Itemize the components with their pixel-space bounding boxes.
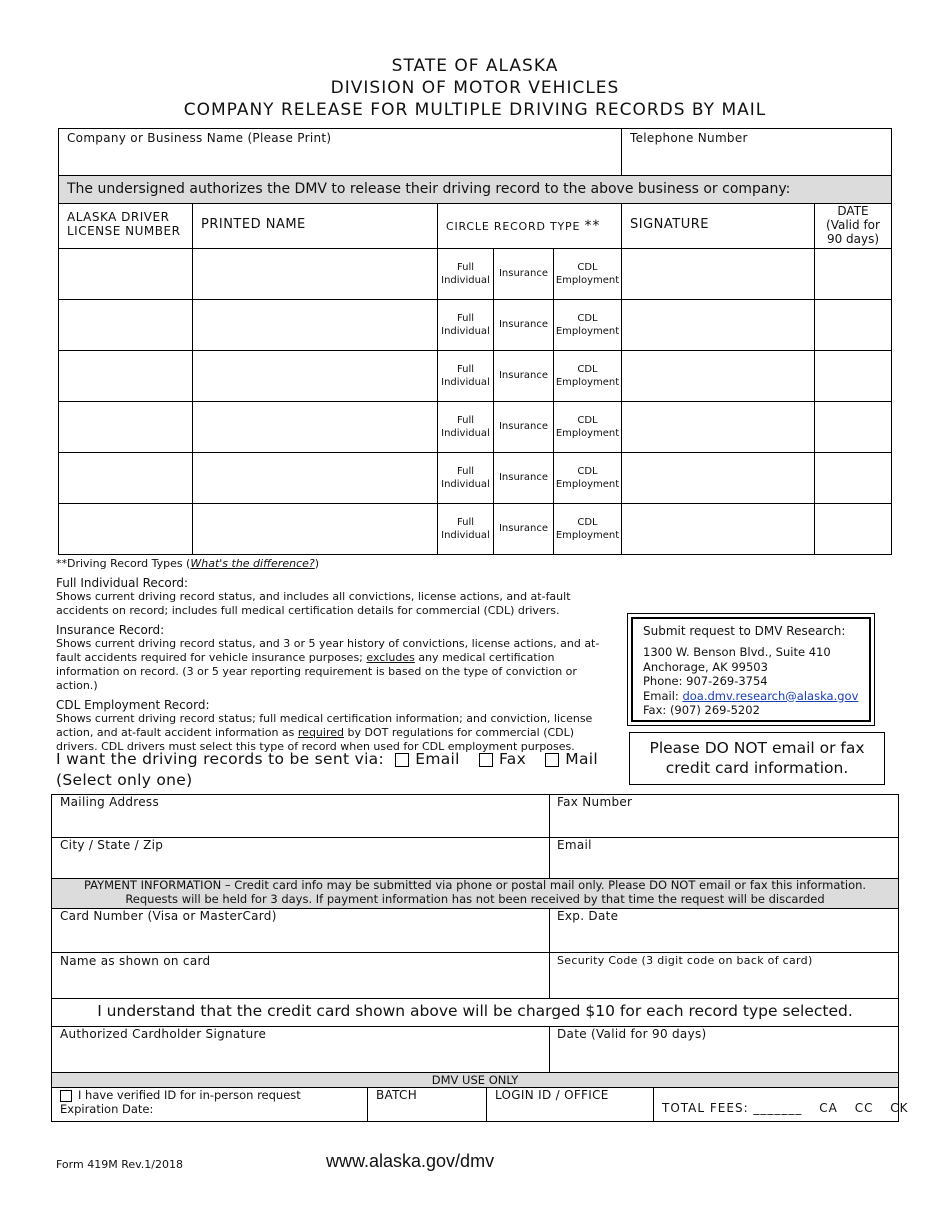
record-type-full-individual[interactable] — [438, 350, 493, 401]
method-ca: CA — [819, 1101, 838, 1115]
signature-cell[interactable] — [622, 300, 813, 349]
record-type-insurance[interactable] — [494, 503, 553, 554]
record-type-cdl-employment[interactable] — [554, 452, 621, 503]
record-type-insurance-label: Insurance — [498, 523, 549, 534]
full-record-desc: Shows current driving record status, and includes all convictions, license actions, and at-fault accidents on record; includes full medical certification details for commercial (CDL) drivers. — [56, 590, 571, 617]
fax-number-label: Fax Number — [557, 795, 633, 809]
record-type-full-individual-label: Full Individual — [441, 414, 490, 439]
verified-id-option[interactable]: I have verified ID for in-person request — [60, 1088, 301, 1102]
email-field[interactable] — [554, 855, 894, 875]
record-type-cdl-employment-label: CDL Employment — [555, 261, 620, 286]
submit-address1: 1300 W. Benson Blvd., Suite 410 — [643, 645, 831, 659]
cardholder-signature-label: Authorized Cardholder Signature — [60, 1027, 267, 1041]
mailing-address-field[interactable] — [56, 812, 546, 834]
signature-date-label: Date (Valid for 90 days) — [557, 1027, 707, 1041]
record-type-cdl-employment[interactable] — [554, 299, 621, 350]
record-type-full-individual[interactable] — [438, 503, 493, 554]
record-type-cdl-employment-label: CDL Employment — [555, 312, 620, 337]
date-cell[interactable] — [815, 249, 891, 298]
signature-date-field[interactable] — [554, 1044, 894, 1069]
record-type-insurance[interactable] — [494, 299, 553, 350]
record-type-insurance-label: Insurance — [498, 370, 549, 381]
license-number-cell[interactable] — [59, 402, 191, 451]
date-cell[interactable] — [815, 300, 891, 349]
name-on-card-field[interactable] — [56, 971, 546, 995]
dmv-verification — [60, 1088, 301, 1116]
fax-checkbox[interactable] — [479, 753, 493, 767]
printed-name-cell[interactable] — [193, 453, 436, 502]
form-id: Form 419M Rev.1/2018 — [56, 1158, 183, 1171]
authorization-banner — [59, 175, 891, 204]
record-types-heading: **Driving Record Types (What's the difference?) — [56, 557, 320, 570]
expiration-date-label: Expiration Date: — [60, 1102, 154, 1116]
method-ck: CK — [890, 1101, 909, 1115]
difference-link[interactable]: What's the difference? — [190, 557, 315, 570]
signature-cell[interactable] — [622, 402, 813, 451]
name-on-card-label: Name as shown on card — [60, 954, 211, 968]
record-type-cdl-employment-label: CDL Employment — [555, 516, 620, 541]
printed-name-cell[interactable] — [193, 351, 436, 400]
signature-cell[interactable] — [622, 351, 813, 400]
record-type-insurance[interactable] — [494, 452, 553, 503]
delivery-method — [56, 750, 598, 768]
col-record-type: CIRCLE RECORD TYPE ** — [446, 218, 601, 234]
mailing-address-label: Mailing Address — [60, 795, 160, 809]
submit-fax: Fax: (907) 269-5202 — [643, 703, 760, 717]
authorization-text: The undersigned authorizes the DMV to release their driving record to the above business or company: — [67, 181, 791, 197]
verified-id-checkbox[interactable] — [60, 1090, 72, 1102]
delivery-prompt: I want the driving records to be sent via: — [56, 750, 384, 768]
company-name-label: Company or Business Name (Please Print) — [67, 131, 332, 145]
submit-box — [627, 613, 875, 726]
page-title: COMPANY RELEASE FOR MULTIPLE DRIVING RECORDS BY MAIL — [183, 100, 767, 120]
col-license-number: ALASKA DRIVER LICENSE NUMBER — [67, 210, 181, 238]
fax-number-field[interactable] — [554, 812, 894, 834]
col-printed-name: PRINTED NAME — [201, 217, 306, 232]
submit-email: Email: doa.dmv.research@alaska.gov — [643, 688, 859, 703]
card-number-field[interactable] — [56, 926, 546, 949]
delivery-email-option[interactable]: Email — [395, 750, 460, 768]
license-number-cell[interactable] — [59, 300, 191, 349]
telephone-field[interactable] — [626, 150, 888, 172]
header-state: STATE OF ALASKA — [391, 56, 559, 76]
signature-cell[interactable] — [622, 249, 813, 298]
license-number-cell[interactable] — [59, 249, 191, 298]
batch-label: BATCH — [376, 1088, 418, 1102]
record-type-full-individual-label: Full Individual — [441, 363, 490, 388]
record-type-full-individual[interactable] — [438, 452, 493, 503]
email-label: Email — [557, 838, 592, 852]
submit-title: Submit request to DMV Research: — [643, 624, 846, 638]
record-type-full-individual-label: Full Individual — [441, 261, 490, 286]
telephone-label: Telephone Number — [630, 131, 748, 145]
total-fees — [662, 1101, 909, 1115]
submit-phone: Phone: 907-269-3754 — [643, 674, 768, 688]
license-number-cell[interactable] — [59, 453, 191, 502]
card-number-label: Card Number (Visa or MasterCard) — [60, 909, 277, 923]
card-warning-box — [629, 732, 885, 785]
method-cc: CC — [854, 1101, 874, 1115]
security-code-label: Security Code (3 digit code on back of card) — [557, 954, 813, 967]
record-type-full-individual[interactable] — [438, 299, 493, 350]
record-type-insurance[interactable] — [494, 350, 553, 401]
cardholder-signature-field[interactable] — [56, 1044, 546, 1069]
record-type-full-individual[interactable] — [438, 401, 493, 452]
license-number-cell[interactable] — [59, 351, 191, 400]
record-type-cdl-employment[interactable] — [554, 350, 621, 401]
record-type-cdl-employment-label: CDL Employment — [555, 363, 620, 388]
record-type-full-individual-label: Full Individual — [441, 465, 490, 490]
record-type-cdl-employment[interactable] — [554, 503, 621, 554]
record-type-cdl-employment[interactable] — [554, 401, 621, 452]
record-type-insurance-label: Insurance — [498, 268, 549, 279]
dmv-use-only-banner: DMV USE ONLY — [52, 1072, 898, 1088]
company-name-field[interactable] — [62, 150, 617, 172]
charge-acknowledgement: I understand that the credit card shown above will be charged $10 for each record type selected. — [97, 1002, 853, 1020]
mail-checkbox[interactable] — [545, 753, 559, 767]
city-state-zip-label: City / State / Zip — [60, 838, 164, 852]
date-cell[interactable] — [815, 453, 891, 502]
record-type-cdl-employment-label: CDL Employment — [555, 465, 620, 490]
total-fees-label: TOTAL FEES: _______ — [662, 1101, 803, 1115]
payment-info-banner: PAYMENT INFORMATION – Credit card info may be submitted via phone or postal mail only. Please DO NOT email or fax this information. Requests will be held for 3 days. If payment information has not been received by that time the request will be discarded — [52, 878, 898, 909]
record-type-full-individual-label: Full Individual — [441, 312, 490, 337]
record-type-full-individual[interactable] — [438, 248, 493, 299]
date-cell[interactable] — [815, 504, 891, 553]
date-cell[interactable] — [815, 351, 891, 400]
col-signature: SIGNATURE — [630, 217, 709, 232]
printed-name-cell[interactable] — [193, 300, 436, 349]
record-type-insurance-label: Insurance — [498, 319, 549, 330]
email-link[interactable]: doa.dmv.research@alaska.gov — [682, 688, 859, 703]
login-office-label: LOGIN ID / OFFICE — [495, 1088, 609, 1102]
printed-name-cell[interactable] — [193, 504, 436, 553]
insurance-record-title: Insurance Record: — [56, 623, 165, 637]
record-type-full-individual-label: Full Individual — [441, 516, 490, 541]
signature-cell[interactable] — [622, 504, 813, 553]
footer-url[interactable]: www.alaska.gov/dmv — [326, 1151, 495, 1171]
exp-date-label: Exp. Date — [557, 909, 619, 923]
city-state-zip-field[interactable] — [56, 855, 546, 875]
cdl-record-desc: Shows current driving record status; full medical certification information; and conviction, license action, and at-fault accident information as required by DOT regulations for commercial (CDL) drivers. CDL drivers must select this type of record when used for CDL employment purposes. — [56, 712, 593, 753]
signature-cell[interactable] — [622, 453, 813, 502]
delivery-mail-option[interactable]: Mail — [545, 750, 598, 768]
card-warning-text: Please DO NOT email or fax credit card information. — [649, 739, 865, 777]
email-checkbox[interactable] — [395, 753, 409, 767]
header-division: DIVISION OF MOTOR VEHICLES — [330, 78, 620, 98]
record-type-insurance[interactable] — [494, 248, 553, 299]
cdl-record-title: CDL Employment Record: — [56, 698, 210, 712]
printed-name-cell[interactable] — [193, 249, 436, 298]
date-cell[interactable] — [815, 402, 891, 451]
full-record-title: Full Individual Record: — [56, 576, 189, 590]
license-number-cell[interactable] — [59, 504, 191, 553]
record-types-descriptions — [56, 576, 616, 754]
insurance-record-desc: Shows current driving record status, and 3 or 5 year history of convictions, license actions, and at-fault accidents required for vehicle insurance purposes; excludes any medical certification information on record. (3 or 5 year reporting requirement is based on the type of conviction or action.) — [56, 637, 600, 692]
record-type-insurance-label: Insurance — [498, 472, 549, 483]
col-date: DATE (Valid for 90 days) — [826, 204, 880, 246]
record-type-cdl-employment[interactable] — [554, 248, 621, 299]
record-type-insurance-label: Insurance — [498, 421, 549, 432]
submit-address2: Anchorage, AK 99503 — [643, 659, 768, 674]
printed-name-cell[interactable] — [193, 402, 436, 451]
delivery-fax-option[interactable]: Fax — [479, 750, 526, 768]
security-code-field[interactable] — [554, 971, 894, 995]
exp-date-field[interactable] — [554, 926, 894, 949]
delivery-note: (Select only one) — [56, 771, 193, 789]
record-type-insurance[interactable] — [494, 401, 553, 452]
record-type-cdl-employment-label: CDL Employment — [555, 414, 620, 439]
